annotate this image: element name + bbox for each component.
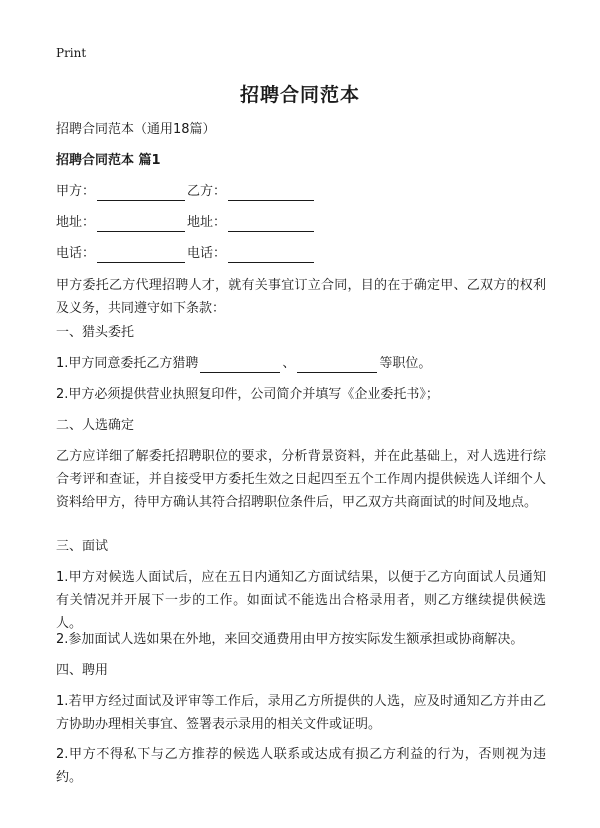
phone-a-label: 电话： <box>56 246 96 261</box>
page-title: 招聘合同范本 <box>239 84 360 106</box>
address-b-label: 地址： <box>187 215 227 230</box>
doc-subtitle: 招聘合同范本（通用18篇） <box>56 122 216 137</box>
item-1-prefix: 1.甲方同意委托乙方猎聘 <box>56 356 199 371</box>
party-a-label: 甲方： <box>56 184 96 199</box>
phone-b-blank <box>228 248 314 263</box>
section-3-item-2: 2.参加面试人选如果在外地，来回交通费用由甲方按实际发生额承担或协商解决。 <box>56 632 524 647</box>
address-b-blank <box>228 217 314 232</box>
party-b-label: 乙方： <box>187 184 227 199</box>
position-blank-1 <box>200 358 280 373</box>
section-4-heading: 四、聘用 <box>56 663 109 678</box>
position-blank-2 <box>297 358 377 373</box>
item-1-suffix: 等职位。 <box>379 356 432 371</box>
phone-a-blank <box>97 248 185 263</box>
section-2-heading: 二、人选确定 <box>56 418 135 433</box>
section-2-paragraph: 乙方应详细了解委托招聘职位的要求，分析背景资料，并在此基础上，对人选进行综合考评和查证，并自接受甲方委托生效之日起四至五个工作周内提供候选人详细个人资料给甲方，待甲方确认其符合招聘职位条件后，甲乙双方共商面试的时间及地点。 <box>56 449 546 510</box>
intro-paragraph: 甲方委托乙方代理招聘人才，就有关事宜订立合同，目的在于确定甲、乙双方的权利及义务，共同遵守如下条款： <box>56 278 546 316</box>
print-label: Print <box>56 46 87 60</box>
phone-b-label: 电话： <box>187 246 227 261</box>
section-title: 招聘合同范本 篇1 <box>56 153 161 168</box>
phone-row <box>56 245 316 263</box>
section-1-item-1 <box>56 355 431 373</box>
section-3-heading: 三、面试 <box>56 539 109 554</box>
section-3-item-1: 1.甲方对候选人面试后，应在五日内通知乙方面试结果，以便于乙方向面试人员通知有关情况并开展下一步的工作。如面试不能选出合格录用者，则乙方继续提供候选人。 <box>56 570 546 631</box>
party-row <box>56 183 316 201</box>
section-4-item-2: 2.甲方不得私下与乙方推荐的候选人联系或达成有损乙方利益的行为，否则视为违约。 <box>56 747 546 785</box>
item-1-separator: 、 <box>282 356 296 371</box>
party-b-blank <box>228 186 314 201</box>
address-a-blank <box>97 217 185 232</box>
address-a-label: 地址： <box>56 215 96 230</box>
address-row <box>56 214 316 232</box>
section-1-heading: 一、猎头委托 <box>56 325 135 340</box>
party-a-blank <box>97 186 185 201</box>
section-4-item-1: 1.若甲方经过面试及评审等工作后，录用乙方所提供的人选，应及时通知乙方并由乙方协助办理相关事宜、签署表示录用的相关文件或证明。 <box>56 694 546 732</box>
section-1-item-2: 2.甲方必须提供营业执照复印件，公司简介并填写《企业委托书》； <box>56 387 439 402</box>
